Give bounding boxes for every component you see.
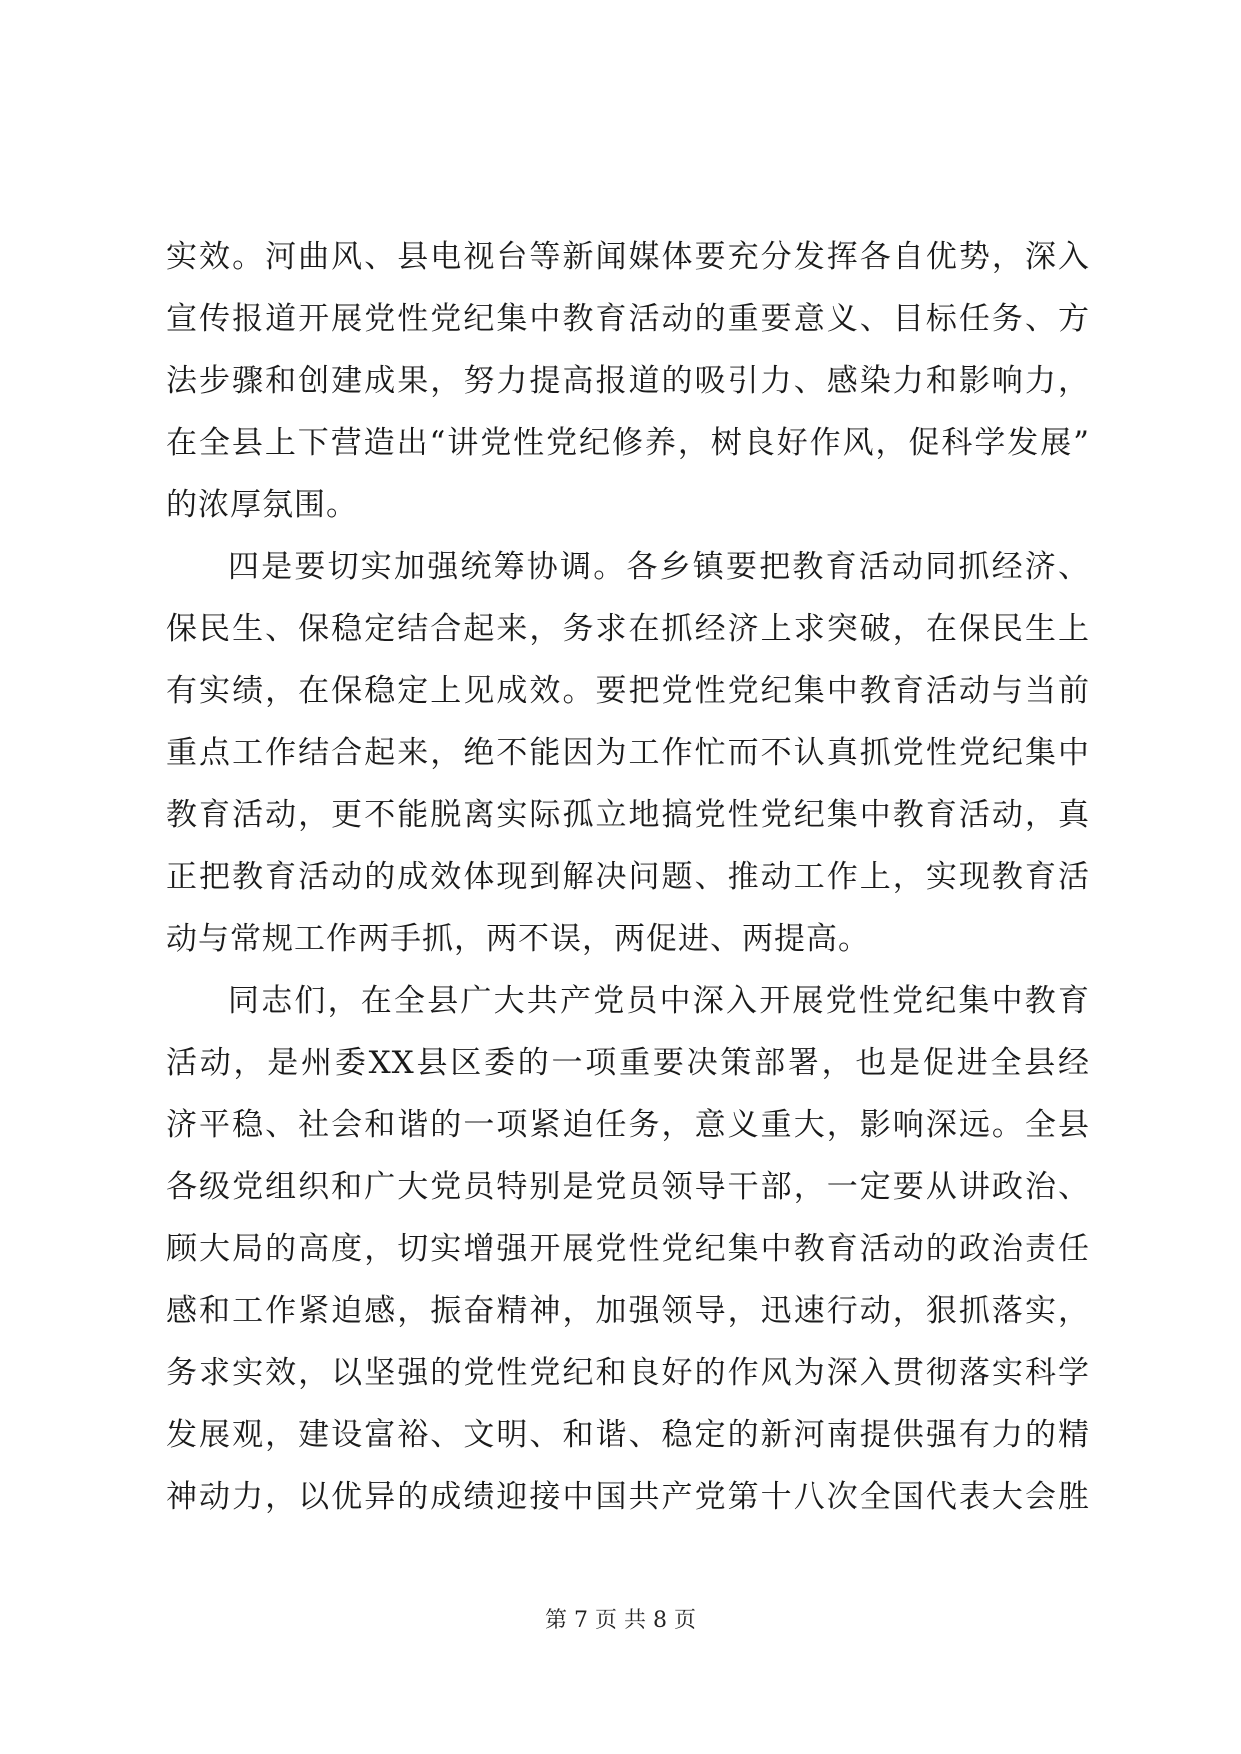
text-line: 有实绩，在保稳定上见成效。要把党性党纪集中教育活动与当前 bbox=[166, 673, 1090, 709]
paragraph-first-line: 同志们，在全县广大共产党员中深入开展党性党纪集中教育 bbox=[228, 983, 1090, 1019]
text-line: 顾大局的高度，切实增强开展党性党纪集中教育活动的政治责任 bbox=[166, 1231, 1090, 1267]
document-body bbox=[166, 226, 1090, 1528]
text-line: 活动，是州委XX县区委的一项重要决策部署，也是促进全县经 bbox=[166, 1045, 1090, 1081]
text-line: 神动力，以优异的成绩迎接中国共产党第十八次全国代表大会胜 bbox=[166, 1479, 1090, 1515]
text-line: 的浓厚氛围。 bbox=[166, 487, 358, 523]
paragraph-first-line: 四是要切实加强统筹协调。各乡镇要把教育活动同抓经济、 bbox=[228, 549, 1090, 585]
text-line: 感和工作紧迫感，振奋精神，加强领导，迅速行动，狠抓落实， bbox=[166, 1293, 1090, 1329]
page-number-footer: 第 7 页 共 8 页 bbox=[545, 1608, 696, 1633]
text-line: 在全县上下营造出“讲党性党纪修养，树良好作风，促科学发展” bbox=[166, 425, 1090, 461]
text-line: 实效。河曲风、县电视台等新闻媒体要充分发挥各自优势，深入 bbox=[166, 239, 1090, 275]
text-line: 正把教育活动的成效体现到解决问题、推动工作上，实现教育活 bbox=[166, 859, 1090, 895]
text-line: 保民生、保稳定结合起来，务求在抓经济上求突破，在保民生上 bbox=[166, 611, 1090, 647]
text-line: 务求实效，以坚强的党性党纪和良好的作风为深入贯彻落实科学 bbox=[166, 1355, 1090, 1391]
text-line: 教育活动，更不能脱离实际孤立地搞党性党纪集中教育活动，真 bbox=[166, 797, 1090, 833]
text-line: 宣传报道开展党性党纪集中教育活动的重要意义、目标任务、方 bbox=[166, 301, 1090, 337]
text-line: 各级党组织和广大党员特别是党员领导干部，一定要从讲政治、 bbox=[166, 1169, 1090, 1205]
text-line: 济平稳、社会和谐的一项紧迫任务，意义重大，影响深远。全县 bbox=[166, 1107, 1090, 1143]
text-line: 重点工作结合起来，绝不能因为工作忙而不认真抓党性党纪集中 bbox=[166, 735, 1090, 771]
text-line: 发展观，建设富裕、文明、和谐、稳定的新河南提供强有力的精 bbox=[166, 1417, 1090, 1453]
text-line: 法步骤和创建成果，努力提高报道的吸引力、感染力和影响力， bbox=[166, 363, 1090, 399]
text-line: 动与常规工作两手抓，两不误，两促进、两提高。 bbox=[166, 921, 870, 957]
